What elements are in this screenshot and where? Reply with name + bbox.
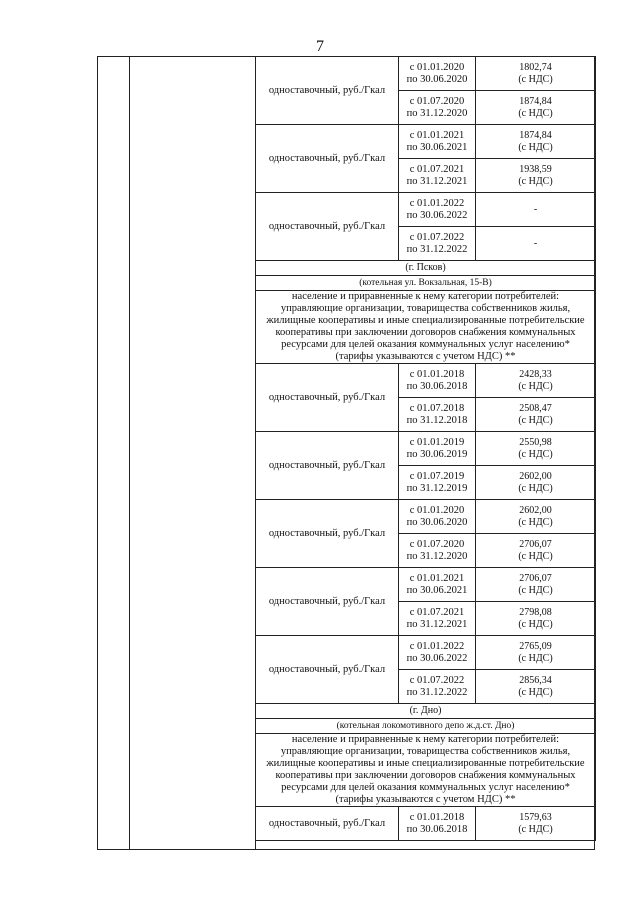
- consumer-category-line: кооперативы при заключении договоров снабжения коммунальных: [275, 770, 576, 781]
- period-cell: [399, 636, 476, 670]
- tariff-value-cell: [476, 227, 596, 261]
- tariff-value-cell: [476, 398, 596, 432]
- tariff-type-cell: одноставочный, руб./Гкал: [256, 193, 399, 261]
- tariff-value-cell: [476, 568, 596, 602]
- vat-note: (с НДС): [518, 107, 553, 119]
- tariff-type-cell: одноставочный, руб./Гкал: [256, 568, 399, 636]
- period-from: с 01.07.2021: [409, 163, 465, 175]
- tariff-value-cell: [476, 500, 596, 534]
- tariff-value-cell: [476, 602, 596, 636]
- period-from: с 01.07.2022: [409, 231, 465, 243]
- period-from: с 01.01.2021: [409, 572, 465, 584]
- vat-note: (с НДС): [518, 618, 553, 630]
- tariff-value: 1874,84: [519, 95, 552, 107]
- period-cell: [399, 57, 476, 91]
- period-from: с 01.01.2020: [409, 61, 465, 73]
- tariff-value: 1874,84: [519, 129, 552, 141]
- period-from: с 01.07.2018: [409, 402, 465, 414]
- period-cell: [399, 398, 476, 432]
- period-to: по 31.12.2021: [406, 175, 468, 187]
- tariff-table-body: [256, 57, 596, 841]
- consumer-category-line: управляющие организации, товарищества собственников жилья,: [280, 303, 571, 314]
- vat-note: (с НДС): [518, 584, 553, 596]
- column-divider: [129, 57, 130, 849]
- consumer-category-line: ресурсами для целей оказания коммунальных услуг населению*: [281, 782, 570, 793]
- consumer-category-cell: [256, 291, 596, 364]
- tariff-value: 2856,34: [519, 674, 552, 686]
- period-to: по 30.06.2021: [406, 141, 468, 153]
- city-heading: (г. Псков): [256, 261, 596, 276]
- vat-note: (с НДС): [518, 380, 553, 392]
- tariff-value: 1938,59: [519, 163, 552, 175]
- tariff-value-cell: [476, 125, 596, 159]
- page-number: 7: [316, 38, 324, 55]
- period-to: по 30.06.2018: [406, 380, 468, 392]
- tariff-type-cell: одноставочный, руб./Гкал: [256, 364, 399, 432]
- period-to: по 30.06.2019: [406, 448, 468, 460]
- period-to: по 31.12.2022: [406, 243, 468, 255]
- period-from: с 01.01.2018: [409, 811, 465, 823]
- consumer-category-line: население и приравненные к нему категории потребителей:: [291, 291, 560, 302]
- vat-note: (с НДС): [518, 482, 553, 494]
- tariff-value: 1579,63: [519, 811, 552, 823]
- table-row: [256, 500, 596, 534]
- period-to: по 30.06.2020: [406, 73, 468, 85]
- boiler-heading: (котельная локомотивного депо ж.д.ст. Дно): [256, 719, 596, 734]
- period-to: по 30.06.2020: [406, 516, 468, 528]
- period-cell: [399, 432, 476, 466]
- tariff-value-cell: [476, 807, 596, 841]
- period-from: с 01.01.2021: [409, 129, 465, 141]
- tariff-value-cell: [476, 193, 596, 227]
- period-cell: [399, 364, 476, 398]
- period-cell: [399, 193, 476, 227]
- table-row: [256, 57, 596, 91]
- tariff-value-cell: [476, 159, 596, 193]
- period-from: с 01.07.2021: [409, 606, 465, 618]
- tariff-value-cell: [476, 534, 596, 568]
- table-row: [256, 193, 596, 227]
- period-from: с 01.07.2020: [409, 538, 465, 550]
- tariff-value: 2706,07: [519, 572, 552, 584]
- period-to: по 30.06.2022: [406, 652, 468, 664]
- period-from: с 01.01.2022: [409, 197, 465, 209]
- tariff-value-cell: [476, 636, 596, 670]
- table-row: [256, 276, 596, 291]
- tariff-value-cell: [476, 432, 596, 466]
- period-cell: [399, 159, 476, 193]
- tariff-value: 2428,33: [519, 368, 552, 380]
- consumer-category-line: управляющие организации, товарищества собственников жилья,: [280, 746, 571, 757]
- period-to: по 30.06.2018: [406, 823, 468, 835]
- tariff-value: 2602,00: [519, 504, 552, 516]
- period-cell: [399, 125, 476, 159]
- tariff-value: -: [533, 203, 538, 215]
- period-to: по 30.06.2022: [406, 209, 468, 221]
- period-cell: [399, 670, 476, 704]
- tariff-type-cell: одноставочный, руб./Гкал: [256, 500, 399, 568]
- consumer-category-line: жилищные кооперативы и иные специализированные потребительские: [266, 758, 585, 769]
- table-row: [256, 734, 596, 807]
- period-to: по 31.12.2018: [406, 414, 468, 426]
- vat-note: (с НДС): [518, 73, 553, 85]
- period-cell: [399, 568, 476, 602]
- table-row: [256, 125, 596, 159]
- tariff-value: 2798,08: [519, 606, 552, 618]
- tariff-value: 2550,98: [519, 436, 552, 448]
- consumer-category-line: (тарифы указываются с учетом НДС) **: [335, 794, 516, 805]
- vat-note: (с НДС): [518, 414, 553, 426]
- vat-note: (с НДС): [518, 141, 553, 153]
- tariff-value: 2602,00: [519, 470, 552, 482]
- vat-note: (с НДС): [518, 550, 553, 562]
- tariff-value-cell: [476, 91, 596, 125]
- tariff-type-cell: одноставочный, руб./Гкал: [256, 807, 399, 841]
- tariff-value-cell: [476, 364, 596, 398]
- tariff-type-cell: одноставочный, руб./Гкал: [256, 57, 399, 125]
- city-heading: (г. Дно): [256, 704, 596, 719]
- table-row: [256, 568, 596, 602]
- tariff-value-cell: [476, 466, 596, 500]
- table-row: [256, 364, 596, 398]
- table-row: [256, 291, 596, 364]
- period-from: с 01.01.2020: [409, 504, 465, 516]
- period-from: с 01.07.2020: [409, 95, 465, 107]
- boiler-heading: (котельная ул. Вокзальная, 15-В): [256, 276, 596, 291]
- period-cell: [399, 227, 476, 261]
- tariff-value: 1802,74: [519, 61, 552, 73]
- vat-note: (с НДС): [518, 175, 553, 187]
- consumer-category-line: жилищные кооперативы и иные специализированные потребительские: [266, 315, 585, 326]
- period-cell: [399, 534, 476, 568]
- consumer-category-line: (тарифы указываются с учетом НДС) **: [335, 351, 516, 362]
- period-to: по 30.06.2021: [406, 584, 468, 596]
- tariff-value: 2706,07: [519, 538, 552, 550]
- table-row: [256, 704, 596, 719]
- vat-note: (с НДС): [518, 448, 553, 460]
- period-cell: [399, 807, 476, 841]
- period-cell: [399, 500, 476, 534]
- consumer-category-cell: [256, 734, 596, 807]
- tariff-type-cell: одноставочный, руб./Гкал: [256, 432, 399, 500]
- consumer-category-line: население и приравненные к нему категории потребителей:: [291, 734, 560, 745]
- tariff-value: 2765,09: [519, 640, 552, 652]
- period-from: с 01.01.2019: [409, 436, 465, 448]
- tariff-table: [255, 56, 596, 841]
- vat-note: (с НДС): [518, 823, 553, 835]
- tariff-type-cell: одноставочный, руб./Гкал: [256, 125, 399, 193]
- tariff-value-cell: [476, 57, 596, 91]
- tariff-type-cell: одноставочный, руб./Гкал: [256, 636, 399, 704]
- table-row: [256, 807, 596, 841]
- tariff-value-cell: [476, 670, 596, 704]
- period-cell: [399, 602, 476, 636]
- vat-note: (с НДС): [518, 652, 553, 664]
- vat-note: (с НДС): [518, 516, 553, 528]
- consumer-category-line: кооперативы при заключении договоров снабжения коммунальных: [275, 327, 576, 338]
- tariff-value: -: [533, 237, 538, 249]
- period-from: с 01.01.2018: [409, 368, 465, 380]
- period-cell: [399, 466, 476, 500]
- table-row: [256, 432, 596, 466]
- table-row: [256, 636, 596, 670]
- tariff-value: 2508,47: [519, 402, 552, 414]
- table-row: [256, 261, 596, 276]
- period-from: с 01.07.2022: [409, 674, 465, 686]
- period-from: с 01.01.2022: [409, 640, 465, 652]
- period-to: по 31.12.2021: [406, 618, 468, 630]
- period-to: по 31.12.2020: [406, 107, 468, 119]
- table-row: [256, 719, 596, 734]
- period-to: по 31.12.2022: [406, 686, 468, 698]
- period-to: по 31.12.2020: [406, 550, 468, 562]
- consumer-category-line: ресурсами для целей оказания коммунальных услуг населению*: [281, 339, 570, 350]
- period-to: по 31.12.2019: [406, 482, 468, 494]
- period-from: с 01.07.2019: [409, 470, 465, 482]
- vat-note: (с НДС): [518, 686, 553, 698]
- period-cell: [399, 91, 476, 125]
